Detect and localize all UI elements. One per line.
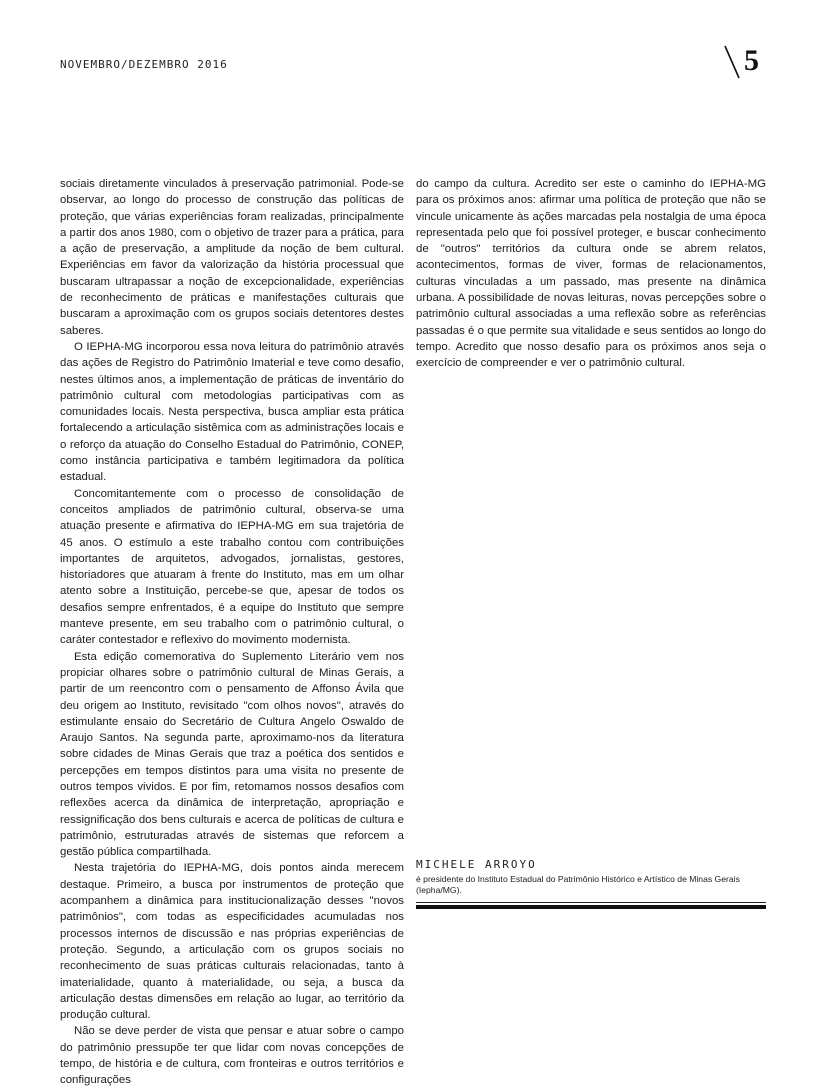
paragraph: O IEPHA-MG incorporou essa nova leitura do patrimônio através das ações de Registro do Patrimônio Imaterial e teve como desafio, nestes últimos anos, a implementação de práticas de inventário do patrimônio cultural com metodologias participativas com as comunidades locais. Nesta perspectiva, busca ampliar esta prática fortalecendo a articulação sistêmica com as administrações locais e o reforço da atuação do Conselho Estadual do Patrimônio, CONEP, como instância participativa e também legitimadora da política estadual. [60,340,404,484]
paragraph: Não se deve perder de vista que pensar e atuar sobre o campo do patrimônio pressupõe ter que lidar com novas concepções de tempo, de história e de cultura, com fronteiras e outros territórios e configurações [60,1025,404,1087]
slash-divider-icon [722,44,744,80]
author-name: MICHELE ARROYO [416,858,537,871]
issue-date: NOVEMBRO/DEZEMBRO 2016 [60,58,228,71]
divider-rule-thick [416,905,766,909]
paragraph: Esta edição comemorativa do Suplemento Literário vem nos propiciar olhares sobre o patrimônio cultural de Minas Gerais, a partir de um reencontro com o pensamento de Affonso Ávila que deu origem ao Instituto, revisitado "com olhos novos", através do estimulante ensaio do Secretário de Cultura Angelo Oswaldo de Araujo Santos. Na segunda parte, aproximamo-nos da literatura sobre cidades de Minas Gerais que traz a poética dos sentidos e percepções em tempos distintos para uma visita no presente de outros tempos vividos. E por fim, retomamos nossos desafios com reflexões acerca da dinâmica de interpretação, apropriação e ressignificação dos bens culturais e acerca de políticas de cultura e patrimônio, estruturadas através de sistemas que reforcem a gestão pública compartilhada. [60,650,404,859]
author-block [416,858,766,896]
paragraph: Concomitantemente com o processo de consolidação de conceitos ampliados de patrimônio cultural, observa-se uma atuação presente e afirmativa do IEPHA-MG em sua trajetória de 45 anos. O estímulo a este trabalho contou com contribuições importantes de arquitetos, advogados, jornalistas, gestores, historiadores que atuaram à frente do Instituto, mas em um olhar atento sobre a Instituição, percebe-se que, apesar de todos os desafios sempre enfrentados, é a equipe do Instituto que sempre manteve presente, em seu trabalho com o patrimônio cultural, o caráter contestador e reflexivo do movimento modernista. [60,487,404,647]
paragraph: do campo da cultura. Acredito ser este o caminho do IEPHA-MG para os próximos anos: afirmar uma política de proteção que não se vincule unicamente às ações marcadas pela nostalgia de uma época representada pelo que foi possível proteger, e buscar conhecimento de "outros" territórios da cultura onde se abrem relatos, acontecimentos, formas de viver, formas de relacionamentos, culturas vinculadas a um passado, mas presente na dinâmica urbana. A possibilidade de novas leituras, novas percepções sobre o patrimônio cultural associadas a uma reflexão sobre as referências passadas é o que permite sua vitalidade e seus sentidos ao longo do tempo. Acredito que nosso desafio para os próximos anos seja o exercício de compreender e ver o patrimônio cultural. [416,178,766,370]
right-column [416,176,766,372]
divider-rule [416,902,766,903]
author-bio: é presidente do Instituto Estadual do Patrimônio Histórico e Artístico de Minas Gerais (Iepha/MG). [416,874,740,895]
paragraph: sociais diretamente vinculados à preservação patrimonial. Pode-se observar, ao longo do processo de construção das políticas de proteção, que várias experiências foram realizadas, principalmente a partir dos anos 1980, com o objetivo de trazer para a prática, para a ação de preservação, a amplitude da noção de bem cultural. Experiências em favor da valorização da história processual que buscaram ultrapassar a noção de excepcionalidade, experiências de reconhecimento de práticas e manifestações culturais que buscaram a aproximação com os grupos sociais detentores destes saberes. [60,178,404,337]
left-column [60,176,404,1089]
paragraph: Nesta trajetória do IEPHA-MG, dois pontos ainda merecem destaque. Primeiro, a busca por instrumentos de proteção que acompanhem a dinâmica para institucionalização desses "novos patrimônios", com todas as especificidades acumuladas nos processos internos de discussão e nas próprias experiências de proteção. Segundo, a articulação com os grupos sociais no reconhecimento de suas práticas culturais relacionadas, tanto à imaterialidade, quanto à materialidade, ou seja, a busca da articulação destas dimensões em relação ao lugar, ao território da produção cultural. [60,862,404,1022]
page-number: 5 [744,44,759,77]
